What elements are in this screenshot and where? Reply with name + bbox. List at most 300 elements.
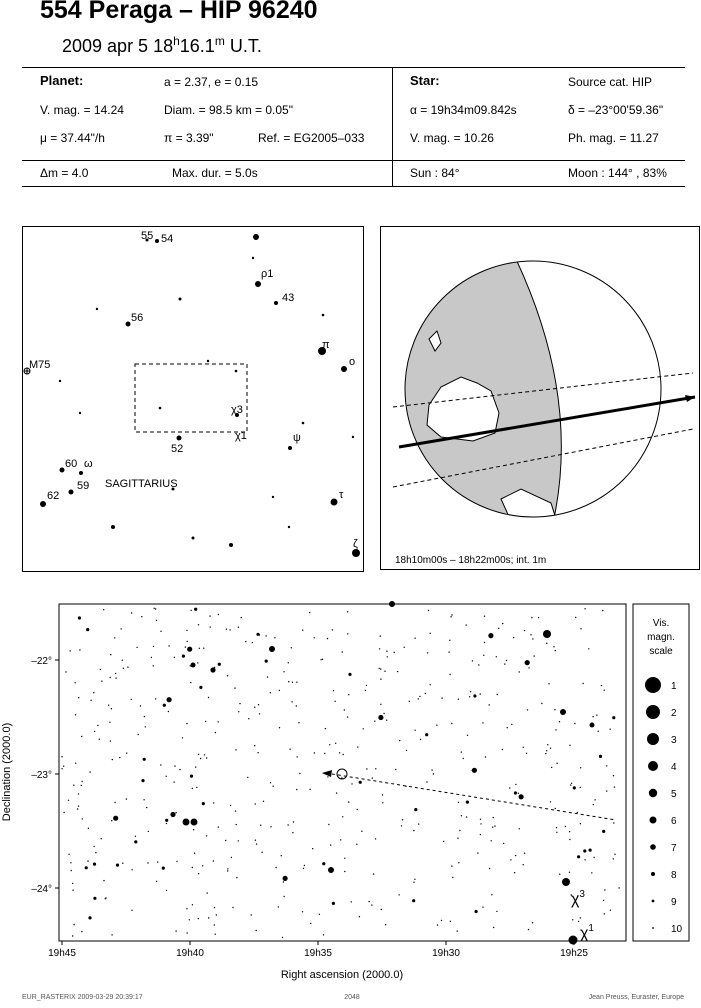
field-star	[168, 645, 169, 646]
field-star	[208, 917, 209, 918]
field-star	[274, 637, 275, 638]
bright-star	[328, 867, 334, 873]
field-star	[86, 628, 89, 631]
mag-scale-label: 4	[671, 762, 677, 773]
field-star	[203, 648, 204, 649]
field-star	[491, 894, 492, 895]
field-star	[231, 857, 232, 858]
star-dot	[159, 407, 162, 410]
mag-scale-label: 5	[671, 789, 677, 800]
field-star	[99, 739, 100, 740]
field-star	[606, 765, 607, 766]
field-star	[192, 788, 193, 789]
field-star	[314, 637, 315, 638]
field-star	[190, 682, 191, 683]
field-star	[584, 608, 585, 609]
field-star	[103, 609, 104, 610]
mag-scale-label: 3	[671, 735, 677, 746]
field-star	[602, 610, 603, 611]
field-star	[484, 616, 485, 617]
field-star	[238, 840, 239, 841]
planet-parallax: π = 3.39"	[164, 131, 214, 145]
field-star	[340, 839, 341, 840]
field-star	[63, 766, 64, 767]
field-star	[575, 617, 576, 618]
field-star	[73, 924, 74, 925]
bright-star	[569, 936, 578, 945]
field-star	[603, 900, 604, 901]
field-star	[588, 648, 589, 649]
field-star	[347, 716, 348, 717]
field-star	[166, 823, 167, 824]
field-star	[366, 768, 367, 769]
field-star	[165, 819, 168, 822]
field-star	[236, 824, 237, 825]
field-star	[466, 624, 467, 625]
field-star	[101, 681, 102, 682]
x-tick-label: 19h35	[304, 948, 332, 959]
field-star	[332, 629, 333, 630]
field-star	[299, 773, 300, 774]
field-star	[256, 930, 257, 931]
bright-star	[389, 601, 395, 607]
field-star	[279, 690, 280, 691]
field-star	[202, 802, 205, 805]
field-star	[309, 789, 310, 790]
field-star	[618, 887, 619, 888]
field-star	[510, 859, 511, 860]
field-star	[507, 727, 508, 728]
field-star	[386, 651, 387, 652]
star-dot	[207, 360, 209, 362]
field-star	[114, 802, 115, 803]
field-star	[232, 907, 233, 908]
field-star	[371, 904, 372, 905]
field-star	[296, 705, 297, 706]
field-star	[458, 802, 459, 803]
mag-scale-dot	[652, 900, 655, 903]
field-star	[332, 902, 335, 905]
field-star	[335, 743, 336, 744]
field-star	[496, 911, 497, 912]
field-star	[206, 892, 207, 893]
field-star	[88, 916, 91, 919]
field-star	[314, 752, 315, 753]
star-dot	[352, 436, 354, 438]
field-star	[251, 914, 252, 915]
field-star	[138, 734, 139, 735]
field-star	[480, 819, 481, 820]
field-star	[489, 704, 490, 705]
field-star	[155, 608, 156, 609]
field-star	[483, 655, 484, 656]
field-star	[258, 704, 259, 705]
field-star	[606, 790, 607, 791]
field-star	[599, 755, 602, 758]
field-star	[580, 767, 581, 768]
map-label: 52	[171, 443, 184, 455]
star-dot	[59, 380, 61, 382]
field-star	[419, 696, 420, 697]
field-star	[493, 927, 494, 928]
field-star	[551, 767, 552, 768]
field-star	[185, 646, 186, 647]
field-star	[322, 862, 325, 865]
field-star	[482, 722, 483, 723]
chi3-label: $\chi^3$	[571, 889, 585, 908]
field-star	[238, 627, 239, 628]
field-star	[111, 934, 112, 935]
field-star	[413, 882, 414, 883]
field-star	[131, 699, 132, 700]
star-dot	[192, 537, 195, 540]
field-star	[292, 832, 293, 833]
field-star	[154, 608, 155, 609]
field-star	[156, 620, 157, 621]
field-star	[209, 615, 210, 616]
field-star	[541, 703, 542, 704]
field-star	[248, 718, 249, 719]
field-star	[255, 803, 256, 804]
field-star	[375, 768, 376, 769]
chi3-text: χ	[571, 891, 580, 908]
field-star	[259, 634, 260, 635]
field-star	[546, 750, 547, 751]
field-star	[532, 922, 533, 923]
star-dot	[331, 499, 338, 506]
field-star	[380, 704, 381, 705]
field-star	[265, 660, 268, 663]
field-star	[194, 608, 197, 611]
field-star	[155, 698, 156, 699]
field-star	[312, 848, 313, 849]
field-star	[548, 683, 549, 684]
field-star	[68, 854, 69, 855]
field-star	[267, 676, 268, 677]
star-dot	[352, 549, 360, 557]
field-star	[147, 862, 148, 863]
field-star	[227, 675, 228, 676]
field-star	[348, 694, 349, 695]
minute-sup: m	[214, 34, 225, 48]
field-star	[303, 868, 304, 869]
field-star	[351, 783, 352, 784]
field-star	[333, 690, 334, 691]
mag-scale-title: Vis.	[652, 618, 670, 629]
field-star	[514, 872, 515, 873]
field-star	[469, 696, 470, 697]
field-star	[282, 937, 283, 938]
field-star	[143, 799, 144, 800]
field-star	[414, 808, 417, 811]
field-star	[213, 860, 214, 861]
field-star	[247, 777, 248, 778]
mag-scale-label: 1	[671, 681, 677, 692]
field-star	[235, 749, 236, 750]
moon-elongation: Moon : 144° , 83%	[568, 166, 667, 180]
field-star	[372, 777, 373, 778]
globe-panel	[380, 226, 700, 570]
field-star	[398, 894, 399, 895]
y-tick-label: –24°	[31, 884, 52, 895]
field-star	[190, 610, 191, 611]
field-star	[94, 731, 95, 732]
field-star	[399, 740, 400, 741]
field-star	[451, 614, 452, 615]
bright-star	[560, 709, 566, 715]
field-star	[577, 812, 578, 813]
field-star	[573, 786, 576, 789]
star-dot	[79, 471, 83, 475]
field-star	[325, 728, 326, 729]
bright-star	[191, 819, 198, 826]
field-star	[550, 748, 551, 749]
field-star	[151, 657, 152, 658]
field-star	[401, 825, 402, 826]
field-star	[348, 801, 349, 802]
field-star	[257, 752, 258, 753]
planet-orbit: a = 2.37, e = 0.15	[164, 75, 259, 89]
field-star	[351, 901, 352, 902]
planet-heading: Planet:	[40, 73, 84, 88]
field-star	[484, 642, 485, 643]
field-star	[216, 914, 217, 915]
field-star	[186, 932, 187, 933]
constellation-map	[22, 226, 364, 572]
map-label: ω	[84, 458, 93, 470]
field-star	[77, 808, 78, 809]
field-star	[571, 783, 572, 784]
field-star	[187, 641, 188, 642]
field-star	[327, 638, 328, 639]
field-star	[503, 843, 504, 844]
field-star	[189, 919, 190, 920]
divider-top	[22, 67, 685, 68]
field-star	[302, 630, 303, 631]
star-dot	[69, 490, 74, 495]
field-star	[122, 660, 123, 661]
star-source: Source cat. HIP	[568, 75, 653, 89]
star-dot	[79, 412, 81, 414]
field-star	[363, 728, 364, 729]
field-star	[613, 858, 614, 859]
field-star	[136, 647, 137, 648]
field-star	[238, 711, 239, 712]
field-star	[65, 671, 66, 672]
field-star	[296, 789, 297, 790]
field-star	[174, 765, 175, 766]
field-star	[591, 872, 592, 873]
field-star	[302, 911, 303, 912]
field-star	[441, 920, 442, 921]
field-star	[115, 677, 116, 678]
field-star	[81, 931, 82, 932]
field-star	[85, 866, 88, 869]
field-star	[472, 768, 477, 773]
field-star	[88, 828, 89, 829]
field-star	[78, 616, 81, 619]
bright-star	[590, 723, 595, 728]
field-star	[414, 638, 415, 639]
field-star	[546, 643, 547, 644]
footer-center: 2048	[344, 994, 360, 1001]
star-phmag: Ph. mag. = 11.27	[568, 131, 659, 145]
field-star	[170, 812, 175, 817]
field-star	[270, 826, 271, 827]
field-star	[395, 769, 396, 770]
field-star	[218, 826, 219, 827]
field-star	[555, 808, 556, 809]
star-ra: α = 19h34m09.842s	[410, 103, 517, 117]
field-star	[583, 849, 586, 852]
field-star	[426, 781, 427, 782]
field-star	[356, 844, 357, 845]
field-star	[532, 638, 533, 639]
field-star	[140, 705, 141, 706]
field-star	[227, 870, 228, 871]
field-star	[397, 671, 398, 672]
field-star	[182, 655, 185, 658]
field-star	[97, 725, 98, 726]
minutes: 16.1	[179, 36, 215, 56]
field-star	[344, 858, 345, 859]
field-star	[263, 801, 264, 802]
field-star	[176, 861, 177, 862]
field-star	[215, 732, 216, 733]
field-star	[283, 876, 288, 881]
field-star	[166, 776, 167, 777]
field-star	[275, 867, 276, 868]
field-star	[70, 862, 71, 863]
field-star	[205, 721, 206, 722]
star-dot	[341, 366, 347, 372]
field-star	[556, 827, 557, 828]
footer-text	[22, 994, 684, 1001]
field-star	[218, 663, 221, 666]
field-star	[214, 907, 215, 908]
field-star	[72, 935, 73, 936]
field-star	[604, 889, 605, 890]
field-star	[95, 852, 96, 853]
field-star	[113, 816, 118, 821]
field-star	[580, 823, 581, 824]
field-star	[502, 623, 503, 624]
map-label: ρ1	[261, 268, 274, 280]
field-star	[347, 611, 348, 612]
map-label: 62	[47, 490, 60, 502]
field-star	[359, 916, 360, 917]
field-star	[81, 736, 82, 737]
field-star	[105, 898, 106, 899]
map-label: π	[322, 339, 330, 351]
field-star	[225, 840, 226, 841]
field-star	[491, 840, 492, 841]
field-star	[569, 831, 570, 832]
field-star	[175, 812, 176, 813]
mag-scale-dot	[650, 844, 656, 850]
mag-scale-dot	[652, 927, 654, 929]
field-star	[81, 785, 82, 786]
star-dot	[155, 239, 159, 243]
field-star	[283, 896, 284, 897]
divider-middle	[22, 160, 685, 161]
field-star	[198, 918, 199, 919]
field-star	[256, 843, 257, 844]
field-star	[100, 669, 101, 670]
field-star	[559, 721, 560, 722]
mag-scale-dot	[648, 761, 658, 771]
map-label: χ1	[235, 430, 247, 442]
star-dot	[40, 501, 46, 507]
field-star	[380, 678, 381, 679]
field-star	[330, 844, 331, 845]
star-dot	[255, 281, 261, 287]
field-star	[528, 667, 529, 668]
field-star	[518, 793, 519, 794]
bright-star	[269, 646, 275, 652]
map-label: 55	[141, 230, 154, 242]
field-star	[245, 641, 246, 642]
field-star	[425, 733, 428, 736]
footer-left: EUR_RASTERIX 2009-03-29 20:39:17	[22, 994, 143, 1001]
field-star	[270, 692, 271, 693]
field-star	[577, 855, 580, 858]
field-star	[593, 804, 594, 805]
field-star	[115, 673, 116, 674]
field-star	[166, 890, 167, 891]
field-star	[289, 749, 290, 750]
field-star	[323, 934, 324, 935]
field-star	[418, 698, 419, 699]
field-star	[112, 759, 113, 760]
field-star	[186, 630, 187, 631]
field-star	[547, 744, 548, 745]
field-star	[441, 697, 442, 698]
field-star	[578, 921, 579, 922]
field-star	[173, 781, 174, 782]
x-tick-label: 19h45	[48, 948, 76, 959]
map-label: 56	[131, 312, 144, 324]
field-star	[108, 705, 109, 706]
field-star	[457, 930, 458, 931]
field-star	[141, 616, 142, 617]
field-star	[195, 766, 196, 767]
field-star	[559, 874, 560, 875]
field-star	[273, 786, 274, 787]
field-star	[236, 877, 237, 878]
field-star	[379, 648, 380, 649]
field-star	[229, 629, 230, 630]
y-tick-label: –23°	[31, 770, 52, 781]
field-star	[234, 687, 235, 688]
y-tick-label: –22°	[31, 656, 52, 667]
field-star	[192, 904, 193, 905]
field-star	[123, 668, 124, 669]
field-star	[601, 685, 602, 686]
field-star	[131, 869, 132, 870]
field-star	[534, 655, 535, 656]
date-suffix: U.T.	[224, 36, 262, 56]
field-star	[93, 863, 96, 866]
field-star	[357, 746, 358, 747]
x-tick-label: 19h30	[432, 948, 460, 959]
field-star	[524, 630, 525, 631]
field-star	[430, 684, 431, 685]
field-star	[215, 934, 216, 935]
field-star	[167, 697, 172, 702]
field-star	[126, 753, 127, 754]
field-star	[347, 633, 348, 634]
